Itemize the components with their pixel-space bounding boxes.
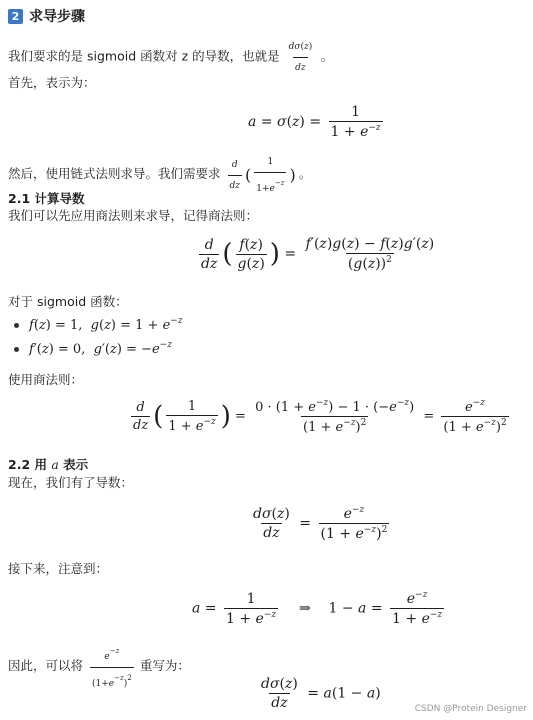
subsection-variable: a: [51, 457, 59, 472]
section-number-badge: 2: [8, 9, 23, 24]
equation-a-relation: a = $\frac{1}{1 + e^{-z}}$ ⇒ 1 − a = $\frac{e^{-z}}{1 + e^{-z}}$: [192, 590, 443, 627]
bullet-item-1: f(z) = 1, $g(z) = 1 + e^{-z}$: [14, 316, 183, 333]
first-paragraph: 首先，表示为：: [8, 75, 96, 90]
section-heading: [8, 6, 85, 26]
intro-text: 我们要求的是 sigmoid 函数对 z 的导数，也就是: [8, 48, 280, 64]
apply-quotient-rule-text: 使用商法则：: [8, 372, 84, 387]
equation-quotient-applied: $\frac{d}{dz}$ ( $\frac{1}{1 + e^{-z}}$ ) = $\frac{0 \cdot (1 + e^{-z}) - 1 \cdot (-e^{-z})}{(1 + e^{-z})^2}$ = $\frac{e^{-z}}{(1 + e^{-z})^2}$: [133, 398, 507, 435]
equation-sigmoid-definition: a = σ(z) = $\frac{1}{1 + e^{-z}}$: [248, 104, 381, 140]
inline-derivative: $\frac{d\sigma(z)}{dz}$: [284, 51, 321, 64]
notice-text: 接下来，注意到：: [8, 561, 109, 576]
intro-end: 。: [320, 48, 334, 64]
bullet-dot: [14, 323, 19, 328]
chain-rule-end: 。: [298, 166, 312, 181]
rewrite-end: 重写为：: [139, 658, 190, 673]
equation-quotient-rule: $\frac{d}{dz}$ ( $\frac{f(z)}{g(z)}$ ) = $\frac{f'(z)g(z) - f(z)g'(z)}{(g(z))^2}$: [201, 236, 435, 272]
subsection-heading-2-2: [8, 455, 88, 473]
equation-final: $\frac{d\sigma(z)}{dz}$ = a(1 − a): [261, 676, 381, 711]
chain-rule-text: 然后，使用链式法则求导。我们需要求: [8, 166, 221, 181]
watermark: CSDN @Protein Designer: [414, 704, 527, 714]
intro-paragraph: [8, 38, 333, 77]
sigmoid-functions-intro: 对于 sigmoid 函数：: [8, 294, 128, 309]
derivative-obtained-text: 现在，我们有了导数：: [8, 475, 134, 490]
equation-derivative: $\frac{d\sigma(z)}{dz}$ = $\frac{e^{-z}}{(1 + e^{-z})^2}$: [253, 505, 388, 542]
rewrite-paragraph: [8, 642, 190, 693]
inline-chain-expression: $\frac{d}{dz}$ ( $\frac{1}{1+e^{-z}}$ ): [225, 170, 299, 181]
subsection-suffix: 表示: [63, 457, 89, 472]
quotient-rule-intro: 我们可以先应用商法则来求导，记得商法则：: [8, 208, 259, 223]
subsection-heading-2-1: 2.1 计算导数: [8, 191, 85, 206]
rewrite-text: 因此，可以将: [8, 658, 84, 673]
section-title: 求导步骤: [29, 9, 85, 25]
bullet-dot: [14, 347, 19, 352]
subsection-prefix: 2.2 用: [8, 457, 47, 472]
inline-rewrite-fraction: $\frac{e^{-z}}{(1+e^{-z})^2}$: [87, 662, 140, 673]
bullet-item-2: f′(z) = 0, $g'(z) = -e^{-z}$: [14, 340, 172, 357]
